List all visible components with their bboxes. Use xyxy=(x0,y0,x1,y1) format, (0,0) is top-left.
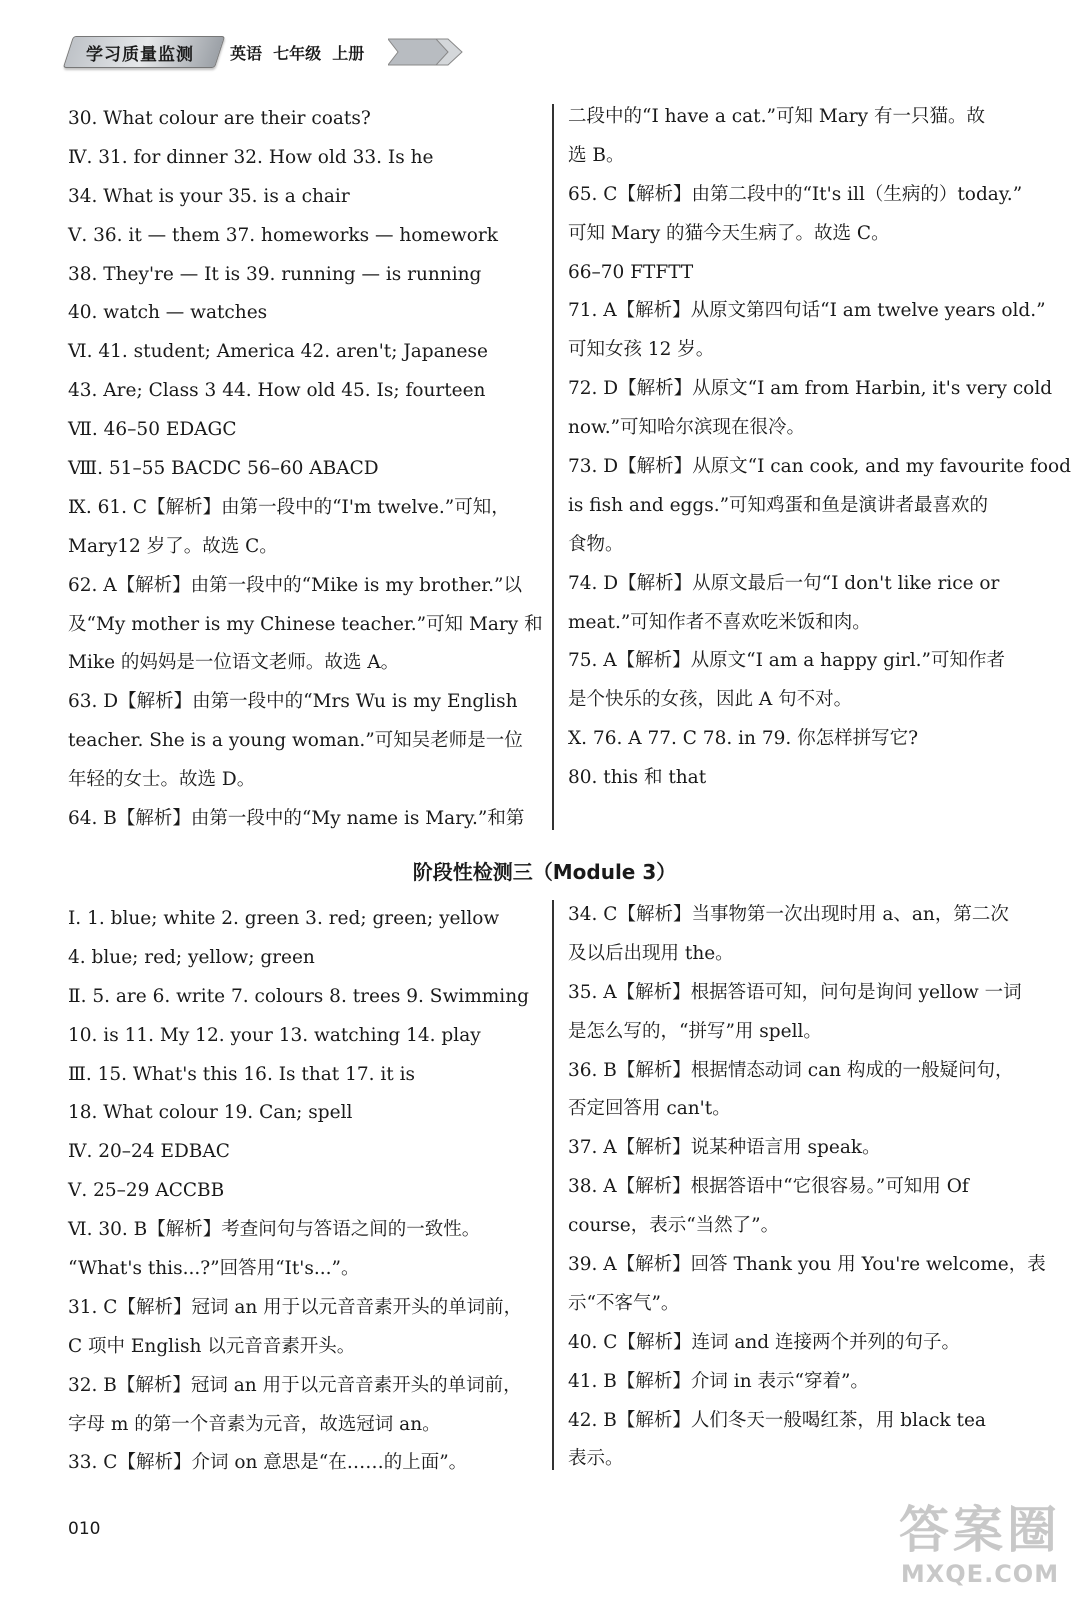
answer-line: 及“My mother is my Chinese teacher.”可知 Mary 和 xyxy=(68,613,543,635)
answer-line: Ⅱ. 5. are 6. write 7. colours 8. trees 9. Swimming xyxy=(68,985,529,1007)
answer-line: Ⅵ. 30. B【解析】考查问句与答语之间的一致性。 xyxy=(68,1219,481,1241)
header-badge-text: 学习质量监测 xyxy=(86,45,194,65)
header-subject: 英语 七年级 上册 xyxy=(230,44,365,63)
answer-line: 34. C【解析】当事物第一次出现时用 a、an，第二次 xyxy=(568,904,1009,925)
answer-line: Ⅴ. 36. it — them 37. homeworks — homework xyxy=(68,224,498,246)
answer-line: 42. B【解析】人们冬天一般喝红茶，用 black tea xyxy=(568,1409,986,1431)
answer-line: 字母 m 的第一个音素为元音，故选冠词 an。 xyxy=(68,1413,441,1435)
answer-line: 选 B。 xyxy=(568,144,625,166)
answer-line: 71. A【解析】从原文第四句话“I am twelve years old.” xyxy=(568,300,1046,322)
answer-line: meat.”可知作者不喜欢吃米饭和肉。 xyxy=(568,611,871,633)
column-divider-top xyxy=(552,104,554,830)
answer-line: 36. B【解析】根据情态动词 can 构成的一般疑问句， xyxy=(568,1059,1014,1081)
answer-line: Ⅶ. 46–50 EDAGC xyxy=(68,419,237,441)
answer-line: Ⅴ. 25–29 ACCBB xyxy=(68,1180,225,1202)
answer-line: 41. B【解析】介词 in 表示“穿着”。 xyxy=(568,1370,869,1392)
answer-line: 可知 Mary 的猫今天生病了。故选 C。 xyxy=(568,222,890,244)
answer-line: teacher. She is a young woman.”可知吴老师是一位 xyxy=(68,730,523,752)
answer-line: 32. B【解析】冠词 an 用于以元音音素开头的单词前， xyxy=(68,1374,522,1396)
answer-line: 74. D【解析】从原文最后一句“I don't like rice or xyxy=(568,572,1000,594)
answer-line: 10. is 11. My 12. your 13. watching 14. play xyxy=(68,1024,481,1046)
answer-line: 4. blue; red; yellow; green xyxy=(68,946,315,968)
answers-left-column-bottom xyxy=(68,900,543,1483)
answer-line: 31. C【解析】冠词 an 用于以元音音素开头的单词前， xyxy=(68,1296,523,1318)
answer-line: 可知女孩 12 岁。 xyxy=(568,339,715,361)
answer-line: 是怎么写的，“拼写”用 spell。 xyxy=(568,1020,822,1042)
answer-line: Mary12 岁了。故选 C。 xyxy=(68,535,278,557)
answer-line: Ⅷ. 51–55 BACDC 56–60 ABACD xyxy=(68,458,379,480)
answer-line: 38. They're — It is 39. running — is running xyxy=(68,263,482,285)
answer-line: 66–70 FTFTT xyxy=(568,261,694,283)
answer-line: 64. B【解析】由第一段中的“My name is Mary.”和第 xyxy=(68,808,525,830)
answer-line: 38. A【解析】根据答语中“它很容易。”可知用 Of xyxy=(568,1176,969,1198)
answer-line: 否定回答用 can't。 xyxy=(568,1098,731,1120)
answer-line: 35. A【解析】根据答语可知，问句是询问 yellow 一词 xyxy=(568,981,1022,1003)
answer-line: 示“不客气”。 xyxy=(568,1292,680,1314)
answer-line: 65. C【解析】由第二段中的“It's ill（生病的）today.” xyxy=(568,183,1023,205)
answer-line: Ⅳ. 20–24 EDBAC xyxy=(68,1141,230,1163)
answer-line: 34. What is your 35. is a chair xyxy=(68,185,350,207)
answer-line: 二段中的“I have a cat.”可知 Mary 有一只猫。故 xyxy=(568,106,985,127)
watermark-url: MXQE.COM xyxy=(900,1560,1060,1588)
answer-line: 40. watch — watches xyxy=(68,302,268,324)
answers-right-column-bottom xyxy=(568,896,1046,1479)
answer-line: Ⅲ. 15. What's this 16. Is that 17. it is xyxy=(68,1063,416,1085)
answer-line: 40. C【解析】连词 and 连接两个并列的句子。 xyxy=(568,1331,961,1353)
answer-line: 是个快乐的女孩，因此 A 句不对。 xyxy=(568,689,853,711)
answer-line: 37. A【解析】说某种语言用 speak。 xyxy=(568,1137,881,1159)
answer-line: “What's this...?”回答用“It's...”。 xyxy=(68,1258,360,1280)
column-divider-bottom xyxy=(552,900,554,1470)
answer-line: is fish and eggs.”可知鸡蛋和鱼是演讲者最喜欢的 xyxy=(568,494,989,516)
answer-line: Ⅳ. 31. for dinner 32. How old 33. Is he xyxy=(68,146,434,168)
answer-line: 75. A【解析】从原文“I am a happy girl.”可知作者 xyxy=(568,650,1005,672)
answer-line: 63. D【解析】由第一段中的“Mrs Wu is my English xyxy=(68,691,518,713)
answer-line: Ⅹ. 76. A 77. C 78. in 79. 你怎样拼写它? xyxy=(568,728,919,750)
answer-line: 39. A【解析】回答 Thank you 用 You're welcome，表 xyxy=(568,1254,1046,1276)
answer-line: 年轻的女士。故选 D。 xyxy=(68,769,256,791)
answer-line: 食物。 xyxy=(568,533,624,555)
section-title: 阶段性检测三（Module 3） xyxy=(412,860,677,884)
answer-line: 62. A【解析】由第一段中的“Mike is my brother.”以 xyxy=(68,574,522,596)
answer-line: Ⅰ. 1. blue; white 2. green 3. red; green; yellow xyxy=(68,908,500,929)
answer-line: course，表示“当然了”。 xyxy=(568,1215,780,1237)
answer-line: 73. D【解析】从原文“I can cook, and my favourite food xyxy=(568,456,1071,478)
answer-line: 18. What colour 19. Can; spell xyxy=(68,1102,353,1124)
answer-line: Ⅸ. 61. C【解析】由第一段中的“I'm twelve.”可知， xyxy=(68,496,510,518)
page-number: 010 xyxy=(68,1519,101,1539)
answer-line: now.”可知哈尔滨现在很冷。 xyxy=(568,417,806,439)
answer-line: 表示。 xyxy=(568,1448,624,1470)
watermark-logo xyxy=(880,1500,1080,1595)
answer-line: 80. this 和 that xyxy=(568,767,707,789)
chevron-arrows-icon xyxy=(388,37,468,67)
answer-line: Ⅵ. 41. student; America 42. aren't; Japanese xyxy=(68,341,488,363)
answer-line: 72. D【解析】从原文“I am from Harbin, it's very cold xyxy=(568,378,1053,400)
answer-line: 及以后出现用 the。 xyxy=(568,942,734,964)
answer-line: C 项中 English 以元音音素开头。 xyxy=(68,1335,356,1357)
answers-right-column-top xyxy=(568,98,1071,798)
answer-line: 30. What colour are their coats? xyxy=(68,108,371,129)
answer-line: 43. Are; Class 3 44. How old 45. Is; fourteen xyxy=(68,380,486,402)
answer-line: Mike 的妈妈是一位语文老师。故选 A。 xyxy=(68,652,400,674)
answers-left-column-top xyxy=(68,100,543,839)
watermark-glyphs: 答案圈 xyxy=(899,1501,1061,1559)
answer-line: 33. C【解析】介词 on 意思是“在……的上面”。 xyxy=(68,1452,468,1474)
running-header xyxy=(68,36,468,70)
